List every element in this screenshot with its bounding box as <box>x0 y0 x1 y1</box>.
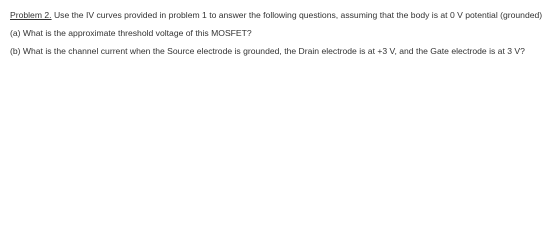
problem-statement <box>10 9 546 21</box>
problem-document <box>10 9 546 57</box>
question-a: (a) What is the approximate threshold voltage of this MOSFET? <box>10 28 252 38</box>
problem-intro: Use the IV curves provided in problem 1 to answer the following questions, assuming that the body is at 0 V potential (grounded) <box>51 10 543 20</box>
question-b: (b) What is the channel current when the Source electrode is grounded, the Drain electrode is at +3 V, and the Gate electrode is at 3 V? <box>10 46 525 56</box>
problem-label: Problem 2. <box>10 10 52 20</box>
